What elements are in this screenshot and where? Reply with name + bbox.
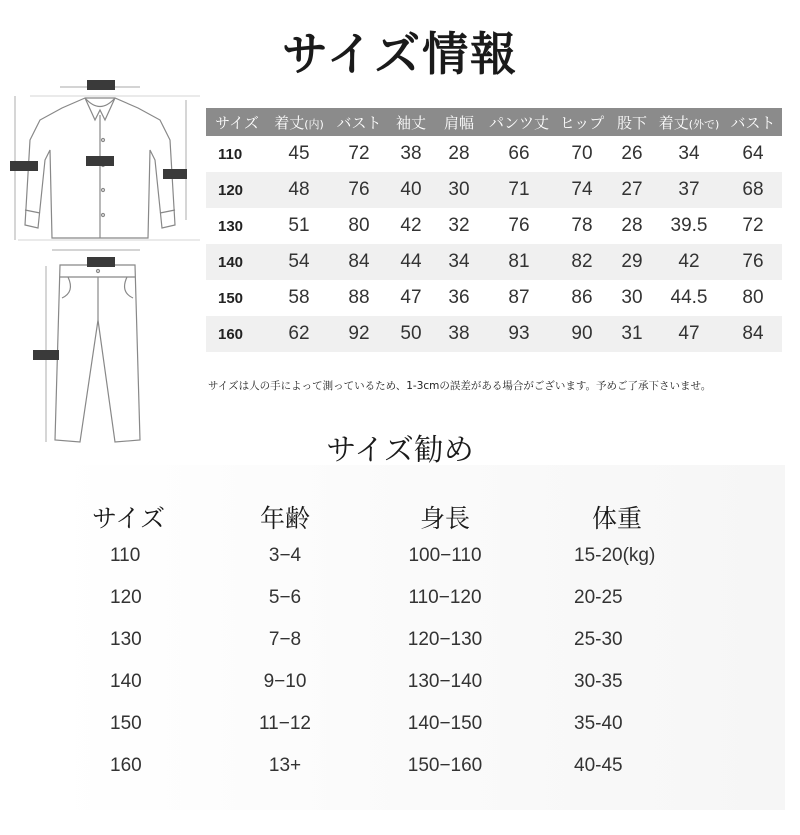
recommend-weight-column [574, 503, 704, 787]
measurement-cell: 45 [288, 143, 310, 164]
measurement-cell: 86 [571, 287, 593, 308]
measurement-cell: 48 [268, 172, 330, 208]
recommend-size-column [92, 503, 202, 787]
measurement-cell: 68 [724, 172, 782, 208]
recommend-size-cell: 160 [110, 755, 142, 776]
recommend-weight-header: 体重 [592, 504, 643, 533]
measurement-cell: 30 [621, 287, 643, 308]
measurement-cell: 76 [330, 172, 388, 208]
measurement-cell: 47 [654, 316, 724, 352]
recommend-height-cell: 130−140 [407, 671, 483, 692]
recommend-weight-cell: 25-30 [574, 629, 623, 650]
measurement-cell: 90 [554, 316, 610, 352]
header-label: 着丈 [274, 113, 305, 132]
size-table-body [206, 136, 782, 352]
recommend-height-column [390, 503, 500, 787]
measurement-cell: 30 [434, 172, 484, 208]
measurement-cell: 84 [724, 316, 782, 352]
measurement-cell: 42 [400, 215, 422, 236]
recommend-title: サイズ勧め [326, 433, 474, 468]
recommend-age-header: 年齢 [259, 504, 310, 533]
measurement-cell: 28 [448, 143, 470, 164]
recommend-height-cell: 120−130 [407, 629, 483, 650]
table-row [206, 172, 782, 208]
size-cell: 110 [218, 145, 243, 163]
size-cell: 140 [206, 244, 268, 280]
measurement-note: サイズは人の手によって測っているため、1-3cmの誤差がある場合がございます。予めご了承下さいませ。 [208, 380, 712, 392]
header-sublabel: (内) [304, 117, 324, 131]
header-label: 肩幅 [443, 113, 474, 132]
size-table [206, 108, 782, 352]
recommend-age-cell: 5−6 [268, 587, 302, 608]
table-row [206, 316, 782, 352]
measurement-cell: 34 [434, 244, 484, 280]
measurement-cell: 72 [348, 143, 370, 164]
measurement-cell: 64 [742, 143, 764, 164]
recommend-height-header: 身長 [419, 504, 470, 533]
header-label: ヒップ [559, 113, 605, 132]
recommend-weight-cell: 20-25 [574, 587, 623, 608]
recommend-age-cell: 9−10 [263, 671, 307, 692]
measurement-cell: 71 [484, 172, 554, 208]
pants-diagram-icon [46, 250, 140, 442]
header-label: バスト [336, 113, 382, 132]
measurement-cell: 62 [268, 316, 330, 352]
table-row [206, 280, 782, 316]
size-cell: 160 [206, 316, 268, 352]
size-table-header-cell [388, 108, 434, 136]
measurement-cell: 50 [388, 316, 434, 352]
measurement-cell: 72 [742, 215, 764, 236]
measurement-cell: 93 [484, 316, 554, 352]
recommend-age-column [245, 503, 325, 787]
table-row [206, 244, 782, 280]
measurement-cell: 84 [330, 244, 388, 280]
recommend-height-cell: 100−110 [408, 545, 482, 566]
size-table-header-cell [610, 108, 654, 136]
recommend-height-cell: 110−120 [408, 587, 482, 608]
page-title: サイズ情報 [281, 27, 519, 81]
measurement-cell: 80 [348, 215, 370, 236]
recommend-age-cell: 13+ [268, 755, 302, 776]
size-table-header-cell [554, 108, 610, 136]
size-cell: 150 [218, 289, 244, 307]
size-table-header-cell [206, 108, 268, 136]
measurement-cell: 32 [448, 215, 470, 236]
measurement-cell: 28 [621, 215, 643, 236]
recommend-height-cell: 140−150 [407, 713, 483, 734]
measurement-cell: 37 [654, 172, 724, 208]
measurement-cell: 26 [621, 143, 643, 164]
measurement-cell: 38 [400, 143, 422, 164]
recommend-size-cell: 130 [110, 629, 142, 650]
measurement-cell: 31 [610, 316, 654, 352]
measurement-cell: 44.5 [670, 287, 708, 308]
measurement-cell: 47 [400, 287, 422, 308]
measurement-cell: 29 [610, 244, 654, 280]
measurement-cell: 40 [388, 172, 434, 208]
size-table-header [206, 108, 782, 136]
size-table-header-cell [268, 108, 330, 136]
header-label: 股下 [616, 113, 647, 132]
measurement-cell: 76 [724, 244, 782, 280]
measurement-cell: 44 [388, 244, 434, 280]
size-table-header-cell [654, 108, 724, 136]
recommend-height-cell: 150−160 [407, 755, 483, 776]
measurement-cell: 58 [288, 287, 310, 308]
table-row [206, 208, 782, 244]
measurement-cell: 54 [268, 244, 330, 280]
measurement-cell: 51 [288, 215, 310, 236]
size-table-header-cell [724, 108, 782, 136]
measurement-cell: 36 [448, 287, 470, 308]
header-label: 着丈 [658, 113, 689, 132]
size-table-header-cell [330, 108, 388, 136]
recommend-weight-cell: 40-45 [574, 755, 623, 776]
recommend-age-cell: 7−8 [268, 629, 302, 650]
recommend-weight-cell: 30-35 [574, 671, 623, 692]
measurement-cell: 39.5 [670, 215, 708, 236]
measurement-cell: 76 [508, 215, 530, 236]
recommend-weight-cell: 35-40 [574, 713, 623, 734]
header-label: 袖丈 [395, 113, 426, 132]
measurement-cell: 92 [330, 316, 388, 352]
measurement-cell: 87 [508, 287, 530, 308]
size-table-header-cell [484, 108, 554, 136]
recommend-size-cell: 110 [110, 545, 141, 566]
table-row [206, 136, 782, 172]
header-label: パンツ丈 [488, 113, 549, 132]
recommend-weight-cell: 15-20(kg) [574, 545, 656, 566]
measurement-cell: 34 [678, 143, 700, 164]
measurement-cell: 78 [571, 215, 593, 236]
measurement-cell: 42 [654, 244, 724, 280]
recommend-age-cell: 3−4 [268, 545, 302, 566]
measurement-cell: 27 [610, 172, 654, 208]
measurement-cell: 66 [508, 143, 530, 164]
recommend-size-header: サイズ [92, 504, 166, 533]
recommend-age-cell: 11−12 [259, 713, 311, 734]
measurement-cell: 80 [742, 287, 764, 308]
measurement-cell: 74 [554, 172, 610, 208]
garment-diagrams [0, 70, 205, 450]
recommend-size-cell: 140 [110, 671, 142, 692]
recommend-size-cell: 150 [110, 713, 142, 734]
measurement-cell: 70 [571, 143, 593, 164]
measurement-cell: 38 [434, 316, 484, 352]
size-cell: 130 [218, 217, 244, 235]
header-label: バスト [730, 113, 776, 132]
size-table-header-cell [434, 108, 484, 136]
measurement-cell: 88 [348, 287, 370, 308]
header-label: サイズ [215, 113, 259, 132]
measurement-cell: 81 [484, 244, 554, 280]
header-sublabel: (外で) [688, 117, 720, 131]
recommend-size-cell: 120 [110, 587, 142, 608]
measurement-cell: 82 [554, 244, 610, 280]
size-cell: 120 [206, 172, 268, 208]
